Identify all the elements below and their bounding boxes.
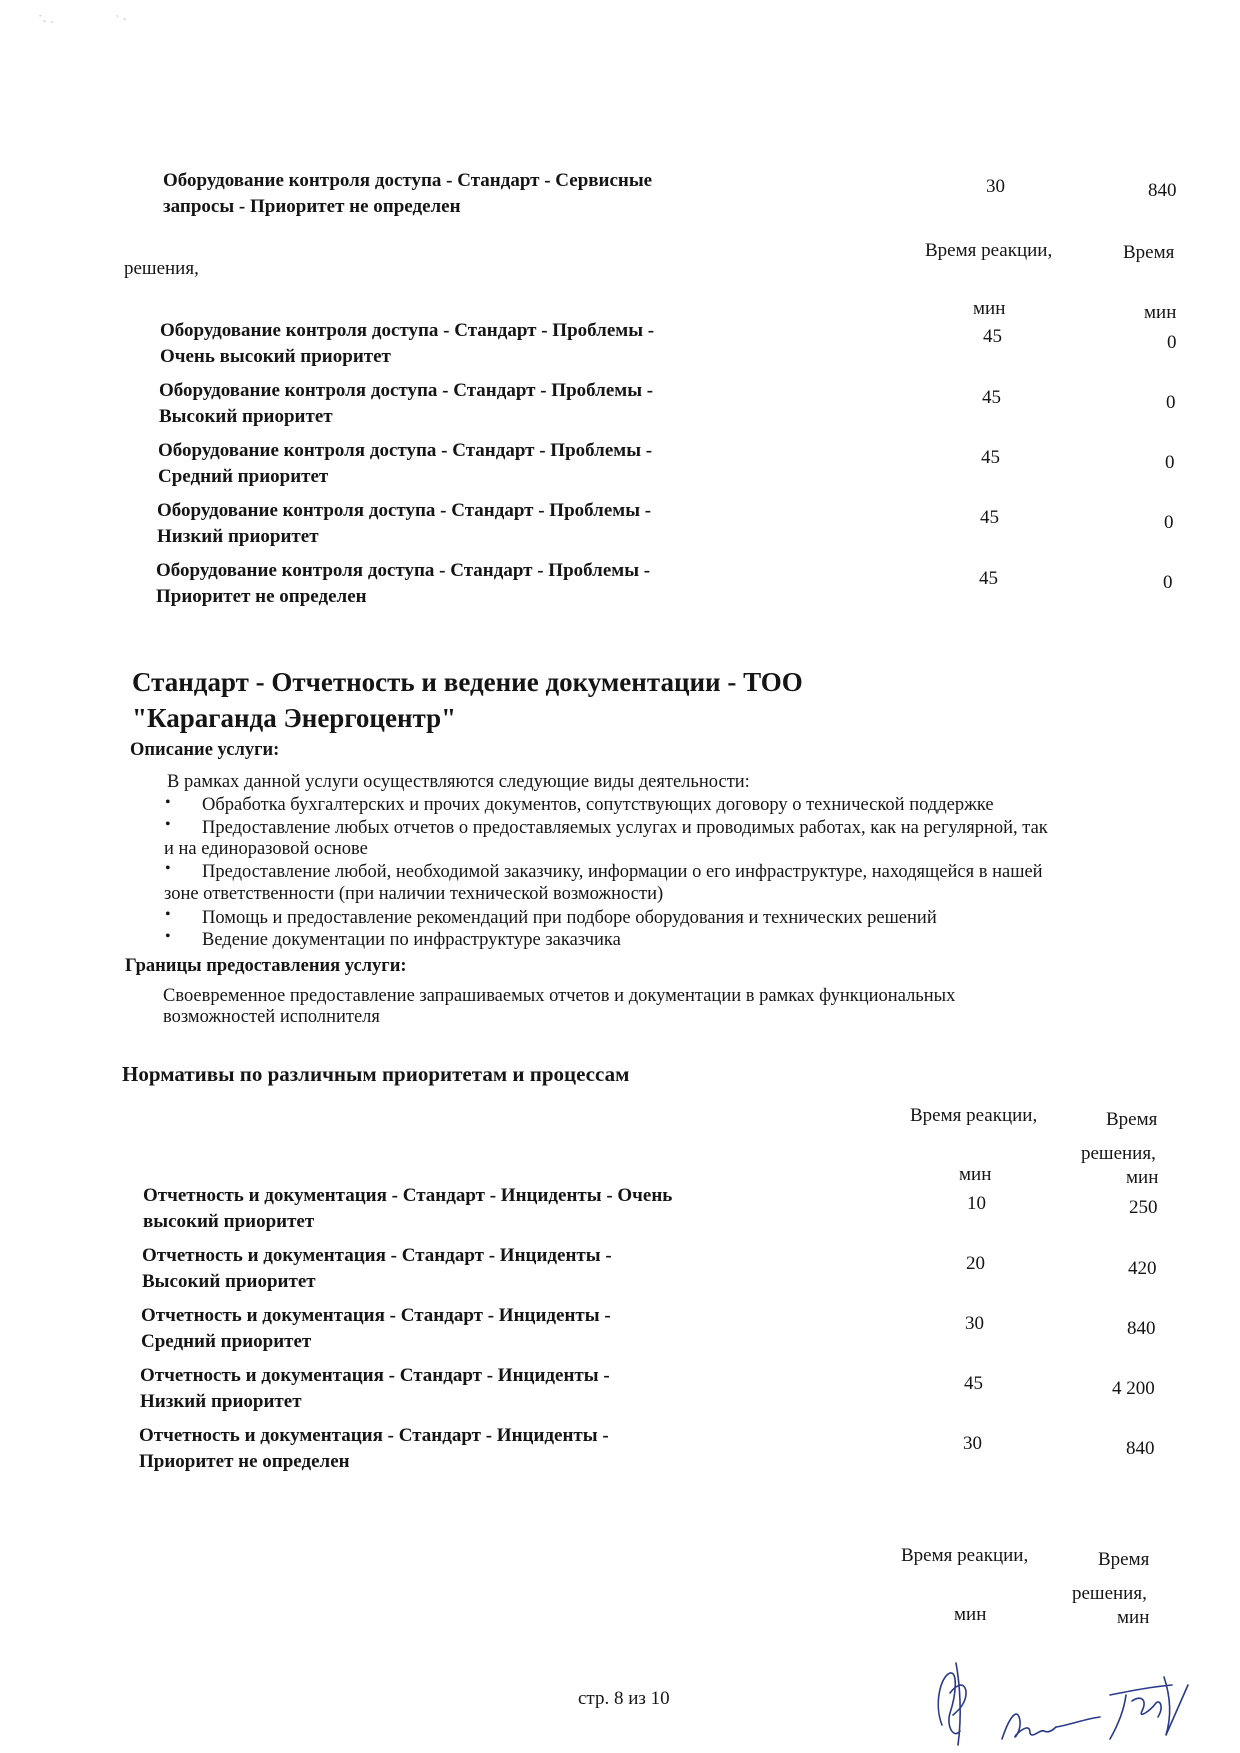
column-header-reaction-unit: мин bbox=[973, 298, 1006, 319]
bullet-text: и на единоразовой основе bbox=[164, 839, 368, 859]
column-header-reaction: Время реакции, bbox=[901, 1545, 1029, 1566]
resolution-value: 420 bbox=[1128, 1258, 1157, 1279]
section-title: Стандарт - Отчетность и ведение документации - ТОО "Караганда Энергоцентр" bbox=[132, 667, 803, 733]
bullet: • bbox=[165, 860, 171, 877]
bullet-text: Обработка бухгалтерских и прочих документов, сопутствующих договору о технической поддержке bbox=[202, 795, 994, 815]
description-heading: Описание услуги: bbox=[130, 740, 280, 760]
column-header-resolution: Время bbox=[1098, 1549, 1150, 1570]
column-header-resolution-unit: мин bbox=[1126, 1167, 1159, 1188]
service-label: Оборудование контроля доступа - Стандарт - Сервисные запросы - Приоритет не определен bbox=[163, 170, 653, 217]
column-header-resolution-cont: решения, bbox=[1081, 1143, 1156, 1164]
resolution-value: 840 bbox=[1148, 180, 1177, 201]
bullet-text: Ведение документации по инфраструктуре заказчика bbox=[202, 930, 621, 950]
reaction-value: 30 bbox=[965, 1313, 984, 1334]
reaction-value: 45 bbox=[980, 507, 999, 528]
resolution-value: 840 bbox=[1126, 1438, 1155, 1459]
row-label: Отчетность и документация - Стандарт - Инциденты - Низкий приоритет bbox=[140, 1365, 610, 1412]
reaction-value: 45 bbox=[982, 387, 1001, 408]
signatures bbox=[920, 1655, 1220, 1750]
row-label: Отчетность и документация - Стандарт - Инциденты - Приоритет не определен bbox=[139, 1425, 609, 1472]
signature-3 bbox=[1110, 1677, 1188, 1739]
bullet-text: Предоставление любых отчетов о предоставляемых услугах и проводимых работах, как на регулярной, так bbox=[202, 818, 1048, 838]
resolution-value: 250 bbox=[1129, 1197, 1158, 1218]
reaction-value: 20 bbox=[966, 1253, 985, 1274]
resolution-value: 0 bbox=[1163, 572, 1173, 593]
row-label: Оборудование контроля доступа - Стандарт - Проблемы - Средний приоритет bbox=[158, 440, 653, 487]
column-header-reaction-unit: мин bbox=[959, 1164, 992, 1185]
reaction-value: 10 bbox=[967, 1193, 986, 1214]
reaction-value: 45 bbox=[981, 447, 1000, 468]
bullet-text: Помощь и предоставление рекомендаций при подборе оборудования и технических решений bbox=[202, 908, 937, 928]
resolution-value: 0 bbox=[1166, 392, 1176, 413]
column-header-resolution: Время bbox=[1123, 242, 1175, 263]
resolution-value: 4 200 bbox=[1112, 1378, 1155, 1399]
bullet: • bbox=[165, 816, 171, 833]
row-label: Оборудование контроля доступа - Стандарт - Проблемы - Низкий приоритет bbox=[157, 500, 652, 547]
column-header-resolution-cont: решения, bbox=[1072, 1583, 1147, 1604]
column-header-resolution: Время bbox=[1106, 1109, 1158, 1130]
row-label: Оборудование контроля доступа - Стандарт - Проблемы - Приоритет не определен bbox=[156, 560, 651, 607]
resolution-value: 0 bbox=[1165, 452, 1175, 473]
reaction-value: 30 bbox=[963, 1433, 982, 1454]
resolution-value: 0 bbox=[1164, 512, 1174, 533]
row-label: Отчетность и документация - Стандарт - Инциденты - Очень высокий приоритет bbox=[143, 1185, 673, 1232]
norms-heading: Нормативы по различным приоритетам и процессам bbox=[122, 1062, 630, 1086]
row-label: Отчетность и документация - Стандарт - Инциденты - Высокий приоритет bbox=[142, 1245, 612, 1292]
scan-artifact: ˒ ˏ bbox=[115, 6, 127, 21]
bullet-text: зоне ответственности (при наличии технической возможности) bbox=[164, 884, 664, 904]
reaction-value: 45 bbox=[983, 326, 1002, 347]
bounds-text: возможностей исполнителя bbox=[163, 1007, 380, 1027]
bullet-text: Предоставление любой, необходимой заказчику, информации о его инфраструктуре, находящейся в нашей bbox=[202, 862, 1043, 882]
bounds-heading: Границы предоставления услуги: bbox=[125, 956, 407, 976]
column-header-resolution-unit: мин bbox=[1117, 1607, 1150, 1628]
resolution-value: 0 bbox=[1167, 332, 1177, 353]
bullet: • bbox=[165, 794, 171, 811]
reaction-value: 45 bbox=[964, 1373, 983, 1394]
reaction-value: 30 bbox=[986, 176, 1005, 197]
page-number: стр. 8 из 10 bbox=[578, 1688, 670, 1709]
bullet: • bbox=[165, 906, 171, 923]
bounds-text: Своевременное предоставление запрашиваемых отчетов и документации в рамках функциональных bbox=[163, 986, 956, 1006]
column-header-reaction: Время реакции, bbox=[910, 1105, 1038, 1126]
signature-1 bbox=[938, 1663, 966, 1745]
bullet: • bbox=[165, 928, 171, 945]
column-header-reaction: Время реакции, bbox=[925, 240, 1053, 261]
description-intro: В рамках данной услуги осуществляются следующие виды деятельности: bbox=[167, 772, 750, 792]
column-header-resolution-unit: мин bbox=[1144, 302, 1177, 323]
resolution-value: 840 bbox=[1127, 1318, 1156, 1339]
signature-2 bbox=[1002, 1714, 1100, 1739]
row-label: Оборудование контроля доступа - Стандарт - Проблемы - Очень высокий приоритет bbox=[160, 320, 655, 367]
row-label: Отчетность и документация - Стандарт - Инциденты - Средний приоритет bbox=[141, 1305, 611, 1352]
row-label: Оборудование контроля доступа - Стандарт - Проблемы - Высокий приоритет bbox=[159, 380, 654, 427]
column-header-reaction-unit: мин bbox=[954, 1604, 987, 1625]
scan-artifact: ·ˎ ˌ bbox=[38, 8, 55, 23]
reaction-value: 45 bbox=[979, 568, 998, 589]
column-header-resolution-cont: решения, bbox=[124, 258, 199, 279]
